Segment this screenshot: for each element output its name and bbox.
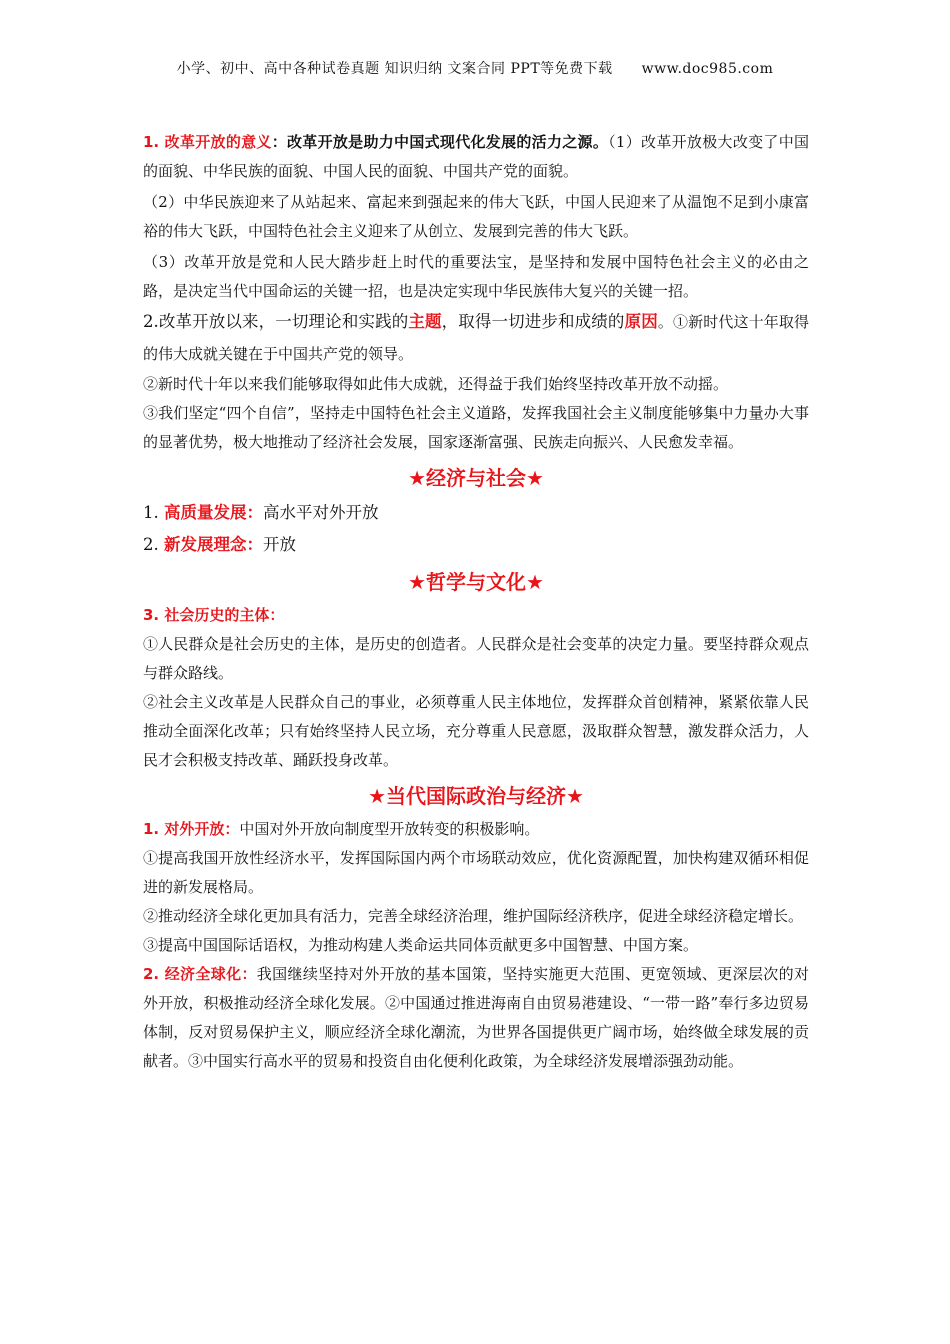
highlight-theme: 主题 <box>408 312 442 331</box>
highlight-reason: 原因 <box>624 312 658 331</box>
paragraph: ②社会主义改革是人民群众自己的事业，必须尊重人民主体地位，发挥群众首创精神，紧紧依靠人民推动全面深化改革；只有始终坚持人民立场，充分尊重人民意愿，汲取群众智慧，激发群众活力，人民才会积极支持改革、踊跃投身改革。 <box>143 693 809 769</box>
star-icon: ★ <box>408 570 426 594</box>
paragraph: 1. 改革开放的意义：改革开放是助力中国式现代化发展的活力之源。（1）改革开放极大改变了中国的面貌、中华民族的面貌、中国人民的面貌、中国共产党的面貌。 <box>143 133 809 180</box>
key-statement: 改革开放是助力中国式现代化发展的活力之源。 <box>287 133 609 151</box>
star-icon: ★ <box>408 466 426 490</box>
star-icon: ★ <box>526 570 544 594</box>
paragraph: ③我们坚定“四个自信”，坚持走中国特色社会主义道路，发挥我国社会主义制度能够集中力量办大事的显著优势，极大地推动了经济社会发展，国家逐渐富强、民族走向振兴、人民愈发幸福。 <box>143 404 809 451</box>
heading-label: 3. 社会历史的主体： <box>143 606 285 624</box>
paragraph: 2. 经济全球化：我国继续坚持对外开放的基本国策，坚持实施更大范围、更宽领域、更深层次的对外开放，积极推动经济全球化发展。②中国通过推进海南自由贸易港建设、“一带一路”奉行多边贸易体制，反对贸易保护主义，顺应经济全球化潮流，为世界各国提供更广阔市场，始终做全球发展的贡献者。③中国实行高水平的贸易和投资自由化便利化政策，为全球经济发展增添强劲动能。 <box>143 965 809 1070</box>
paragraph: ①人民群众是社会历史的主体，是历史的创造者。人民群众是社会变革的决定力量。要坚持群众观点与群众路线。 <box>143 635 809 682</box>
list-item: 1. 高质量发展：高水平对外开放 <box>143 503 379 522</box>
document-body <box>143 128 809 1076</box>
paragraph: ①提高我国开放性经济水平，发挥国际国内两个市场联动效应，优化资源配置，加快构建双循环相促进的新发展格局。 <box>143 849 809 896</box>
paragraph: ②推动经济全球化更加具有活力，完善全球经济治理，维护国际经济秩序，促进全球经济稳定增长。 <box>143 907 804 925</box>
paragraph: （2）中华民族迎来了从站起来、富起来到强起来的伟大飞跃，中国人民迎来了从温饱不足到小康富裕的伟大飞跃，中国特色社会主义迎来了从创立、发展到完善的伟大飞跃。 <box>143 193 809 240</box>
paragraph: ②新时代十年以来我们能够取得如此伟大成就，还得益于我们始终坚持改革开放不动摇。 <box>143 375 729 393</box>
paragraph: （3）改革开放是党和人民大踏步赶上时代的重要法宝，是坚持和发展中国特色社会主义的必由之路，是决定当代中国命运的关键一招，也是决定实现中华民族伟大复兴的关键一招。 <box>143 253 809 300</box>
paragraph: ③提高中国国际话语权，为推动构建人类命运共同体贡献更多中国智慧、中国方案。 <box>143 936 699 954</box>
page-header: 小学、初中、高中各种试卷真题 知识归纳 文案合同 PPT等免费下载 www.doc985.com <box>176 61 774 77</box>
star-icon: ★ <box>368 784 386 808</box>
section-title-economy: ★经济与社会★ <box>408 466 544 490</box>
paragraph: 2.改革开放以来，一切理论和实践的主题，取得一切进步和成绩的原因。①新时代这十年取得的伟大成就关键在于中国共产党的领导。 <box>143 312 810 363</box>
list-item: 2. 新发展理念：开放 <box>143 535 296 554</box>
paragraph: 1. 对外开放：中国对外开放向制度型开放转变的积极影响。 <box>143 820 540 838</box>
section-title-international: ★当代国际政治与经济★ <box>368 784 584 808</box>
section-title-philosophy: ★哲学与文化★ <box>408 570 544 594</box>
heading-label: 1. 改革开放的意义 <box>143 133 272 151</box>
star-icon: ★ <box>526 466 544 490</box>
star-icon: ★ <box>566 784 584 808</box>
